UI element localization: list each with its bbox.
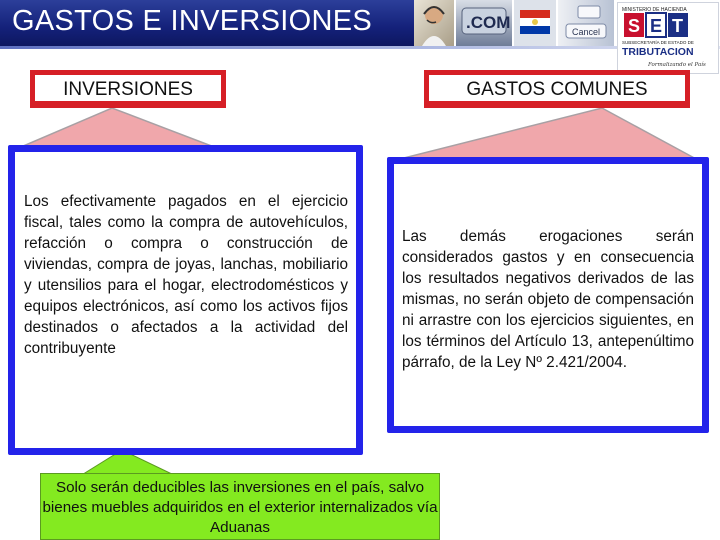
inversiones-panel [8,145,363,455]
logo-tagline: Formalizando el País [648,62,706,68]
inversiones-label: INVERSIONES [30,70,226,108]
svg-text:E: E [650,16,663,36]
gastos-comunes-panel [387,157,709,433]
gastos-comunes-label: GASTOS COMUNES [424,70,690,108]
inversiones-text: Los efectivamente pagados en el ejercicio fiscal, tales como la compra de autovehículos, refacción o compra o construcción de viviendas, compra de joyas, lanchas, mobiliario y utensilios para el hogar, electrodomésticos y equipos electrónicos, así como los activos fijos destinados o afectados a la actividad del contribuyente [24,193,348,357]
deduction-note-text: Solo serán deducibles las inversiones en el país, salvo bienes muebles adquiridos en el exterior internalizados vía Aduanas [42,479,438,536]
svg-text:S: S [628,16,641,36]
svg-text:Cancel: Cancel [572,27,601,37]
logo-org-name: TRIBUTACION [622,46,694,58]
page-title: GASTOS E INVERSIONES [12,5,373,37]
inversiones-callout-pointer [14,108,222,150]
logo-org-top: MINISTERIO DE HACIENDA [622,7,687,13]
logo-org-sub: SUBSECRETARÍA DE ESTADO DE [622,40,694,45]
svg-text:.COM: .COM [466,13,511,32]
deduction-note [40,473,440,540]
gastos-comunes-text: Las demás erogaciones serán considerados gastos y en consecuencia los resultados negativos derivados de las mismas, no serán objeto de compensación ni arrastre con los ejercicios siguientes, en los términos del Artículo 13, antepenúltimo párrafo, de la Ley Nº 2.421/2004. [402,228,694,371]
gastos-callout-pointer [396,108,698,160]
svg-text:T: T [672,16,683,36]
